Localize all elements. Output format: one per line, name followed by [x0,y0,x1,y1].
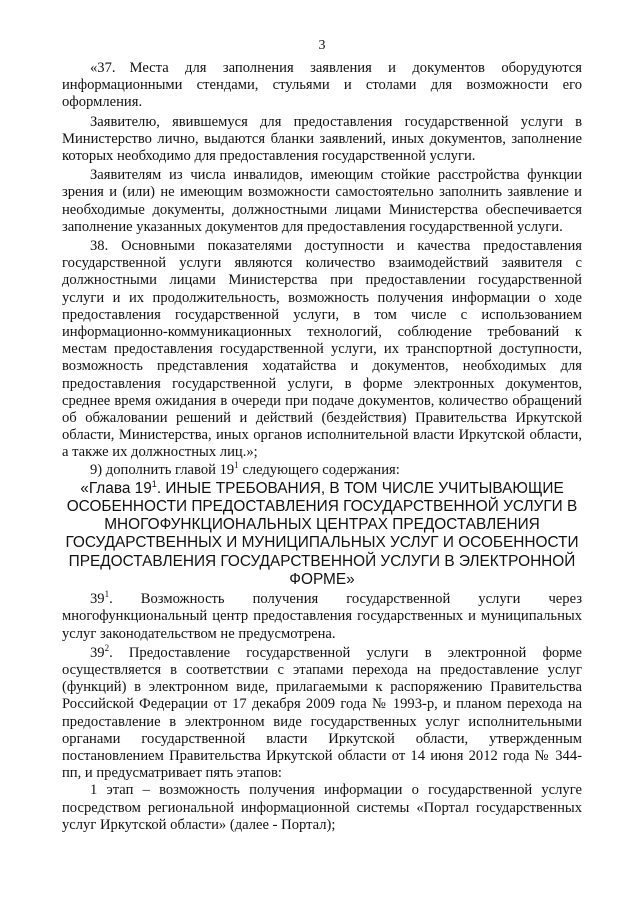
paragraph-39-1-text: . Возможность получения государственной услуги через многофункциональный центр предоставления государственных и муниципальных услуг законодательством не предусмотрена. [62,591,582,642]
paragraph-39-2-superscript: 2 [104,642,110,653]
paragraph-9-text: 9) дополнить главой 19 [90,461,235,478]
paragraph-37-number: «37. [90,60,116,76]
paragraph-39-2 [62,642,582,783]
paragraph-37-text: Места для заполнения заявления и документов оборудуются информационными стендами, стульями и столами для возможности его оформления. [62,60,582,111]
paragraph-37 [62,60,582,112]
paragraph-39-1-superscript: 1 [104,589,110,600]
paragraph-39-1 [62,591,582,643]
chapter-heading-title: . ИНЫЕ ТРЕБОВАНИЯ, В ТОМ ЧИСЛЕ УЧИТЫВАЮЩИЕ ОСОБЕННОСТИ ПРЕДОСТАВЛЕНИЯ ГОСУДАРСТВЕННОЙ УСЛУГИ В МНОГОФУНКЦИОНАЛЬНЫХ ЦЕНТРАХ ПРЕДОСТАВЛЕНИЯ ГОСУДАРСТВЕННЫХ И МУНИЦИПАЛЬНЫХ УСЛУГ И ОСОБЕННОСТИ ПРЕДОСТАВЛЕНИЯ ГОСУДАРСТВЕННОЙ УСЛУГИ В ЭЛЕКТРОННОЙ ФОРМЕ» [65,479,579,588]
paragraph-39-2-number: 39 [90,644,105,661]
paragraph-9-superscript: 1 [234,459,239,470]
paragraph-9 [62,459,582,479]
chapter-heading-superscript: 1 [151,478,157,489]
page-number: 3 [318,38,326,53]
chapter-heading [62,480,582,589]
paragraph-39-2-text: . Предоставление государственной услуги в электронной форме осуществляется в соответствии с этапами перехода на предоставление услуг (функций) в электронном виде, прилагаемыми к распоряжению Правительства Российской Федерации от 17 декабря 2009 года № 1993-р, и планом перехода на предоставление в электронном виде государственных услуг исполнительными органами государственной власти Иркутской области, утвержденным постановлением Правительства Иркутской области от 14 июня 2012 года № 344-пп, и предусматривает пять этапов: [62,644,582,782]
paragraph-39-1-number: 39 [90,591,105,608]
paragraph-38: 38. Основными показателями доступности и качества предоставления государственной услуги являются количество взаимодействий заявителя с должностными лицами Министерства при предоставлении государственной услуги и их продолжительность, возможность получения информации о ходе предоставления государственной услуги, в том числе с использованием информационно-коммуникационных технологий, соблюдение требований к местам предоставления государственной услуги, их транспортной доступности, возможность представления ходатайства и документов, необходимых для предоставления государственной услуги, в форме электронных документов, среднее время ожидания в очереди при подаче документов, количество обращений об обжаловании решений и действий (бездействия) Правительства Иркутской области, Министерства, иных органов исполнительной власти Иркутской области, а также их должностных лиц.»; [62,238,582,461]
chapter-heading-prefix: «Глава 19 [80,479,152,497]
paragraph-disabled: Заявителям из числа инвалидов, имеющим стойкие расстройства функции зрения и (или) не имеющим возможности самостоятельно заполнить заявление и необходимые документы, должностными лицами Министерства обеспечивается заполнение указанных документов для предоставления государственной услуги. [62,167,582,235]
paragraph-applicant: Заявителю, явившемуся для предоставления государственной услуги в Министерство лично, выдаются бланки заявлений, иных документов, заполнение которых необходимо для предоставления государственной услуги. [62,113,582,165]
paragraph-9-text-end: следующего содержания: [238,461,400,478]
paragraph-stage-1: 1 этап – возможность получения информации о государственной услуге посредством региональной информационной системы «Портал государственных услуг Иркутской области» (далее - Портал); [62,782,582,833]
